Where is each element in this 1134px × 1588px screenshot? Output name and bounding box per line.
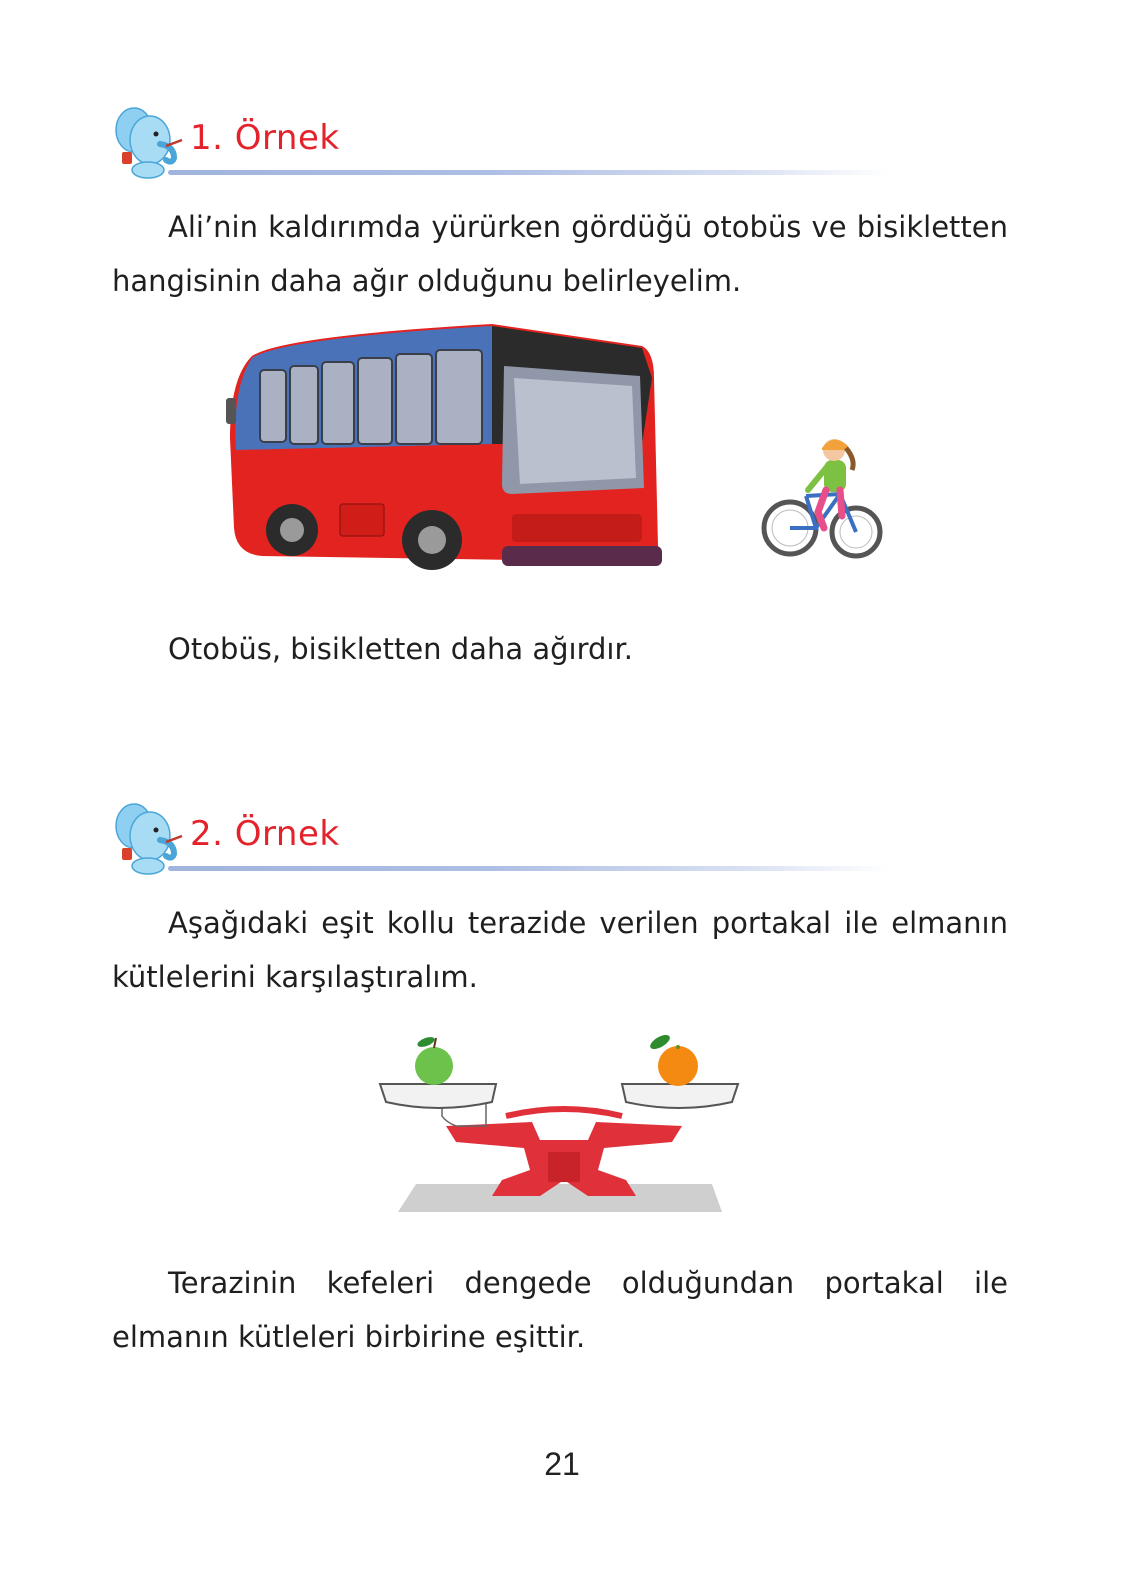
example-2-heading (112, 796, 892, 886)
elephant-mascot-icon (112, 100, 188, 180)
elephant-mascot-icon (112, 796, 188, 876)
balance-scale-illustration (376, 1030, 752, 1216)
heading-divider (168, 170, 888, 175)
cyclist-illustration (760, 432, 884, 560)
example-1-title: 1. Örnek (190, 118, 340, 158)
example-2-question: Aşağıdaki eşit kollu terazide verilen portakal ile elmanın kütlelerini karşılaştıralım. (112, 906, 1008, 994)
example-1-answer: Otobüs, bisikletten daha ağırdır. (168, 632, 633, 666)
orange-icon (648, 1032, 698, 1086)
example-1-question: Ali’nin kaldırımda yürürken gördüğü otobüs ve bisikletten hangisinin daha ağır olduğunu belirleyelim. (112, 210, 1008, 298)
bus-illustration (222, 318, 664, 580)
example-2-answer: Terazinin kefeleri dengede olduğundan portakal ile elmanın kütleleri birbirine eşittir. (112, 1266, 1008, 1354)
example-1-heading (112, 100, 892, 190)
page-number: 21 (544, 1446, 580, 1482)
example-2-title: 2. Örnek (190, 814, 340, 854)
heading-divider (168, 866, 888, 871)
apple-icon (415, 1035, 453, 1085)
